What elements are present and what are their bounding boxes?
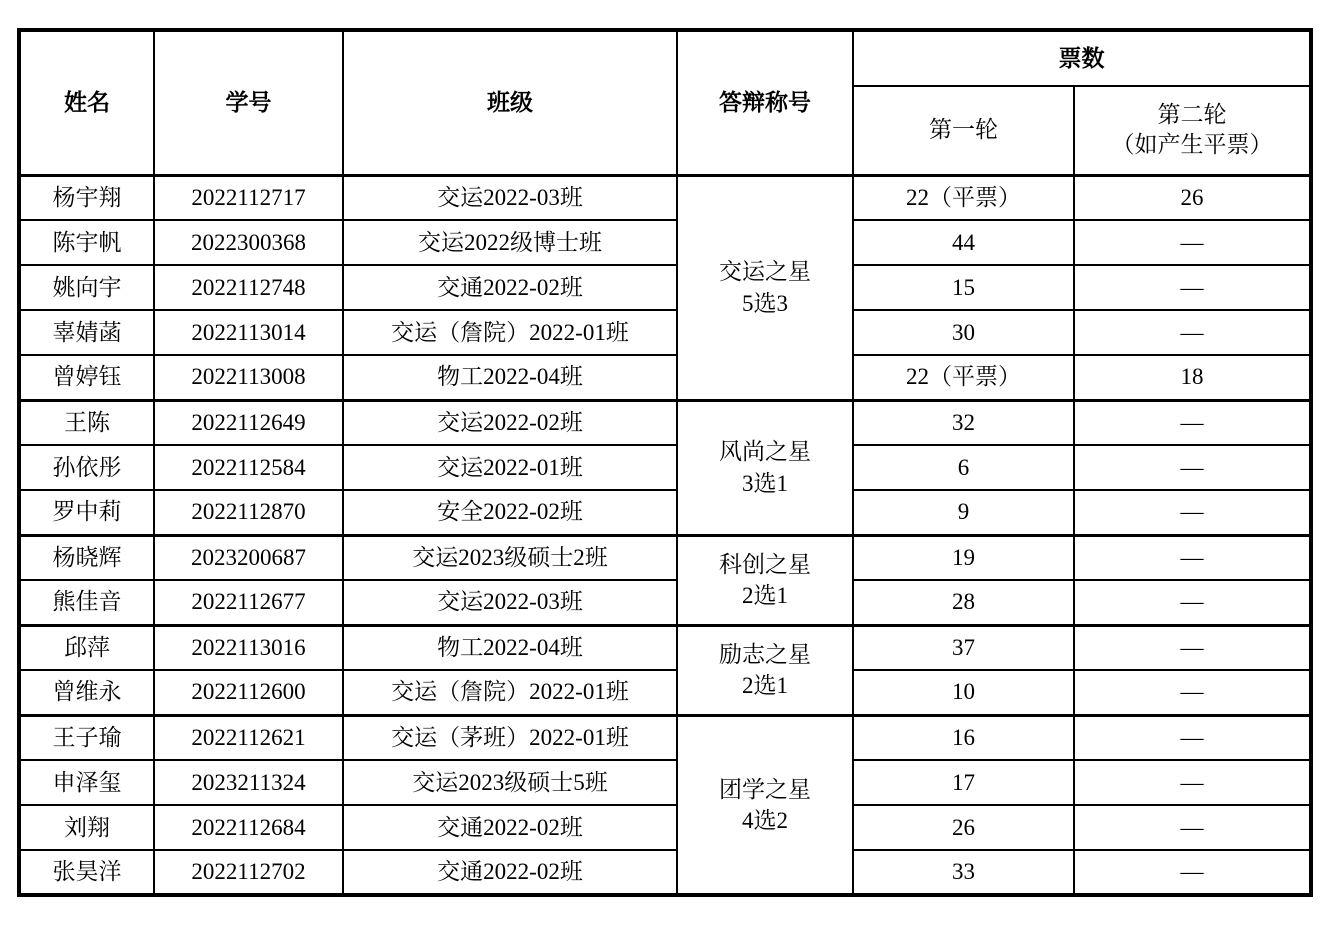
cell-round1: 28: [853, 580, 1074, 625]
cell-round1: 15: [853, 265, 1074, 310]
cell-student-id: 2022112748: [154, 265, 343, 310]
cell-round1: 44: [853, 220, 1074, 265]
cell-name: 孙依彤: [19, 445, 154, 490]
cell-class: 交运2022-01班: [343, 445, 677, 490]
defense-title-line1: 风尚之星: [719, 439, 811, 465]
cell-round2: —: [1074, 265, 1311, 310]
col-header-round2: [1074, 86, 1311, 175]
cell-class: 交通2022-02班: [343, 805, 677, 850]
table-row: [19, 535, 1311, 580]
cell-round1: 32: [853, 400, 1074, 445]
cell-class: 物工2022-04班: [343, 625, 677, 670]
cell-round2: —: [1074, 715, 1311, 760]
cell-round2: —: [1074, 310, 1311, 355]
defense-title-line1: 团学之星: [719, 776, 811, 802]
col-header-class: 班级: [343, 30, 677, 175]
cell-round2: —: [1074, 670, 1311, 715]
cell-name: 曾维永: [19, 670, 154, 715]
cell-class: 交运2022级博士班: [343, 220, 677, 265]
table-row: [19, 580, 1311, 625]
cell-round2: —: [1074, 850, 1311, 895]
cell-class: 交运（詹院）2022-01班: [343, 310, 677, 355]
cell-round2: —: [1074, 445, 1311, 490]
defense-title-line1: 励志之星: [719, 641, 811, 667]
cell-round2: —: [1074, 760, 1311, 805]
cell-name: 曾婷钰: [19, 355, 154, 400]
table-row: [19, 445, 1311, 490]
cell-round1: 17: [853, 760, 1074, 805]
table-row: [19, 805, 1311, 850]
cell-class: 交通2022-02班: [343, 265, 677, 310]
col-header-round2-line2: （如产生平票）: [1111, 132, 1273, 158]
table-row: [19, 265, 1311, 310]
table-row: [19, 760, 1311, 805]
cell-name: 杨宇翔: [19, 175, 154, 220]
cell-class: 交运2023级硕士5班: [343, 760, 677, 805]
col-header-round2-line1: 第二轮: [1157, 102, 1227, 128]
cell-round1: 10: [853, 670, 1074, 715]
cell-round1: 37: [853, 625, 1074, 670]
cell-name: 王陈: [19, 400, 154, 445]
cell-name: 罗中莉: [19, 490, 154, 535]
cell-class: 安全2022-02班: [343, 490, 677, 535]
cell-name: 张昊洋: [19, 850, 154, 895]
table-row: [19, 625, 1311, 670]
vote-results-table: [17, 28, 1313, 897]
defense-title-line2: 2选1: [742, 583, 788, 608]
cell-round2: 18: [1074, 355, 1311, 400]
defense-title-line2: 5选3: [742, 290, 788, 316]
cell-name: 姚向宇: [19, 265, 154, 310]
table-row: [19, 850, 1311, 895]
table-row: [19, 670, 1311, 715]
cell-name: 王子瑜: [19, 715, 154, 760]
table-row: [19, 355, 1311, 400]
cell-round1: 9: [853, 490, 1074, 535]
cell-class: 交运2022-02班: [343, 400, 677, 445]
cell-student-id: 2022112677: [154, 580, 343, 625]
cell-round2: 26: [1074, 175, 1311, 220]
cell-round1: 26: [853, 805, 1074, 850]
cell-round1: 30: [853, 310, 1074, 355]
cell-class: 交运2022-03班: [343, 580, 677, 625]
cell-name: 熊佳音: [19, 580, 154, 625]
cell-name: 刘翔: [19, 805, 154, 850]
cell-round2: —: [1074, 535, 1311, 580]
cell-name: 辜婧菡: [19, 310, 154, 355]
cell-round1: 33: [853, 850, 1074, 895]
cell-round2: —: [1074, 400, 1311, 445]
col-header-round1: 第一轮: [853, 86, 1074, 175]
cell-round2: —: [1074, 220, 1311, 265]
col-header-student-id: 学号: [154, 30, 343, 175]
cell-student-id: 2022112600: [154, 670, 343, 715]
cell-round1: 22（平票）: [853, 175, 1074, 220]
cell-name: 杨晓辉: [19, 535, 154, 580]
cell-round2: —: [1074, 805, 1311, 850]
cell-class: 交运（茅班）2022-01班: [343, 715, 677, 760]
cell-name: 邱萍: [19, 625, 154, 670]
table-row: [19, 715, 1311, 760]
col-header-votes: 票数: [853, 30, 1311, 86]
table-row: [19, 310, 1311, 355]
cell-defense-title: [677, 715, 853, 895]
cell-student-id: 2022112584: [154, 445, 343, 490]
cell-class: 交通2022-02班: [343, 850, 677, 895]
cell-student-id: 2022112717: [154, 175, 343, 220]
defense-title-line2: 4选2: [742, 807, 788, 833]
cell-student-id: 2023211324: [154, 760, 343, 805]
defense-title-line1: 交运之星: [719, 259, 811, 285]
cell-student-id: 2022112870: [154, 490, 343, 535]
cell-round2: —: [1074, 625, 1311, 670]
cell-round2: —: [1074, 490, 1311, 535]
col-header-defense-title: 答辩称号: [677, 30, 853, 175]
cell-round1: 22（平票）: [853, 355, 1074, 400]
cell-student-id: 2022113014: [154, 310, 343, 355]
cell-class: 交运2022-03班: [343, 175, 677, 220]
cell-class: 交运2023级硕士2班: [343, 535, 677, 580]
cell-class: 物工2022-04班: [343, 355, 677, 400]
table-row: [19, 490, 1311, 535]
table-row: [19, 175, 1311, 220]
col-header-name: 姓名: [19, 30, 154, 175]
cell-name: 陈宇帆: [19, 220, 154, 265]
cell-student-id: 2022113008: [154, 355, 343, 400]
defense-title-line1: 科创之星: [719, 551, 811, 577]
cell-student-id: 2022113016: [154, 625, 343, 670]
cell-defense-title: [677, 175, 853, 400]
cell-round1: 19: [853, 535, 1074, 580]
cell-student-id: 2022112649: [154, 400, 343, 445]
cell-student-id: 2023200687: [154, 535, 343, 580]
table-row: [19, 220, 1311, 265]
cell-defense-title: [677, 400, 853, 535]
cell-student-id: 2022300368: [154, 220, 343, 265]
cell-class: 交运（詹院）2022-01班: [343, 670, 677, 715]
cell-round1: 16: [853, 715, 1074, 760]
cell-student-id: 2022112702: [154, 850, 343, 895]
cell-name: 申泽玺: [19, 760, 154, 805]
cell-defense-title: [677, 535, 853, 625]
cell-student-id: 2022112684: [154, 805, 343, 850]
defense-title-line2: 3选1: [742, 470, 788, 496]
cell-student-id: 2022112621: [154, 715, 343, 760]
cell-defense-title: [677, 625, 853, 715]
cell-round1: 6: [853, 445, 1074, 490]
cell-round2: —: [1074, 580, 1311, 625]
table-row: [19, 400, 1311, 445]
defense-title-line2: 2选1: [742, 673, 788, 698]
